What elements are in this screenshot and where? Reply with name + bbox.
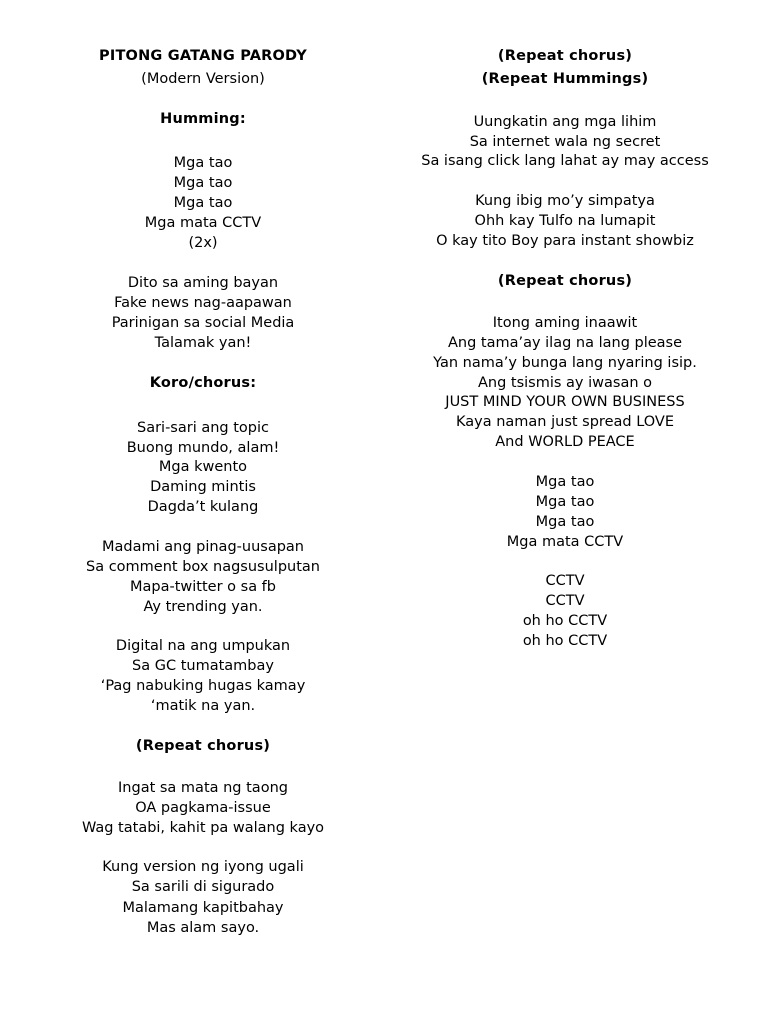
left-lyric-line: Mapa-twitter o sa fb (130, 579, 276, 595)
left-lyric-line: OA pagkama-issue (135, 800, 271, 816)
left-lyric-line: Madami ang pinag-uusapan (102, 539, 304, 555)
right-lyric-line: Itong aming inaawit (492, 315, 638, 331)
right-lyric-line: Yan nama’y bunga lang nyaring isip. (433, 355, 697, 371)
left-lyric-line: Malamang kapitbahay (122, 900, 284, 916)
right-lyric-line: Kaya naman just spread LOVE (456, 414, 674, 430)
left-lyric-line: Mga mata CCTV (144, 215, 262, 231)
right-lyric-line: CCTV (545, 573, 585, 589)
right-lyric-line: Ang tama’ay ilag na lang please (447, 335, 683, 351)
right-lyric-line: CCTV (545, 593, 585, 609)
right-heading: (Repeat chorus) (497, 273, 633, 289)
left-lyric-line: (Modern Version) (141, 71, 265, 87)
left-lyric-line: Ay trending yan. (143, 599, 263, 615)
right-lyric-line: Kung ibig mo’y simpatya (475, 193, 655, 209)
right-lyric-line: oh ho CCTV (522, 633, 608, 649)
left-lyric-line: Mga kwento (158, 459, 248, 475)
right-lyric-line: Mga tao (535, 494, 595, 510)
left-heading: Koro/chorus: (149, 375, 257, 391)
right-lyric-line: Sa isang click lang lahat ay may access (421, 153, 709, 169)
right-heading: (Repeat Hummings) (481, 71, 649, 87)
right-lyric-line: Sa internet wala ng secret (469, 134, 661, 150)
right-lyric-line: O kay tito Boy para instant showbiz (436, 233, 694, 249)
left-lyric-line: Parinigan sa social Media (111, 315, 295, 331)
left-lyric-line: Ingat sa mata ng taong (118, 780, 288, 796)
left-lyric-line: Sa comment box nagsusulputan (86, 559, 320, 575)
right-lyric-line: Uungkatin ang mga lihim (473, 114, 657, 130)
left-lyric-line: Buong mundo, alam! (126, 440, 280, 456)
left-lyric-line: Fake news nag-aapawan (114, 295, 292, 311)
right-lyric-line: Mga tao (535, 474, 595, 490)
left-heading: Humming: (160, 111, 246, 127)
right-lyric-line: Ang tsismis ay iwasan o (477, 375, 653, 391)
left-lyric-line: Sari-sari ang topic (136, 420, 269, 436)
left-heading: PITONG GATANG PARODY (99, 48, 307, 64)
right-lyric-line: Mga tao (535, 514, 595, 530)
left-lyric-line: Daming mintis (150, 479, 256, 495)
left-lyric-line: ‘matik na yan. (150, 698, 256, 714)
left-lyric-line: Mas alam sayo. (146, 920, 260, 936)
right-lyric-line: And WORLD PEACE (495, 434, 635, 450)
left-heading: (Repeat chorus) (135, 738, 271, 754)
left-lyric-line: Kung version ng iyong ugali (102, 859, 304, 875)
left-lyric-line: Dagda’t kulang (147, 499, 259, 515)
left-lyric-line: Dito sa aming bayan (127, 275, 279, 291)
right-heading: (Repeat chorus) (497, 48, 633, 64)
left-lyric-line: Sa GC tumatambay (132, 658, 274, 674)
right-lyric-line: oh ho CCTV (522, 613, 608, 629)
left-lyric-line: Digital na ang umpukan (115, 638, 291, 654)
left-lyric-line: Mga tao (173, 175, 233, 191)
left-lyric-line: Sa sarili di sigurado (131, 879, 275, 895)
right-lyric-line: Ohh kay Tulfo na lumapit (474, 213, 656, 229)
left-lyric-line: Talamak yan! (154, 335, 252, 351)
left-lyric-line: Mga tao (173, 195, 233, 211)
left-lyric-line: Mga tao (173, 155, 233, 171)
left-lyric-line: Wag tatabi, kahit pa walang kayo (81, 820, 325, 836)
left-lyric-line: (2x) (188, 235, 218, 251)
right-lyric-line: Mga mata CCTV (506, 534, 624, 550)
right-lyric-line: JUST MIND YOUR OWN BUSINESS (445, 394, 685, 410)
left-lyric-line: ‘Pag nabuking hugas kamay (100, 678, 306, 694)
